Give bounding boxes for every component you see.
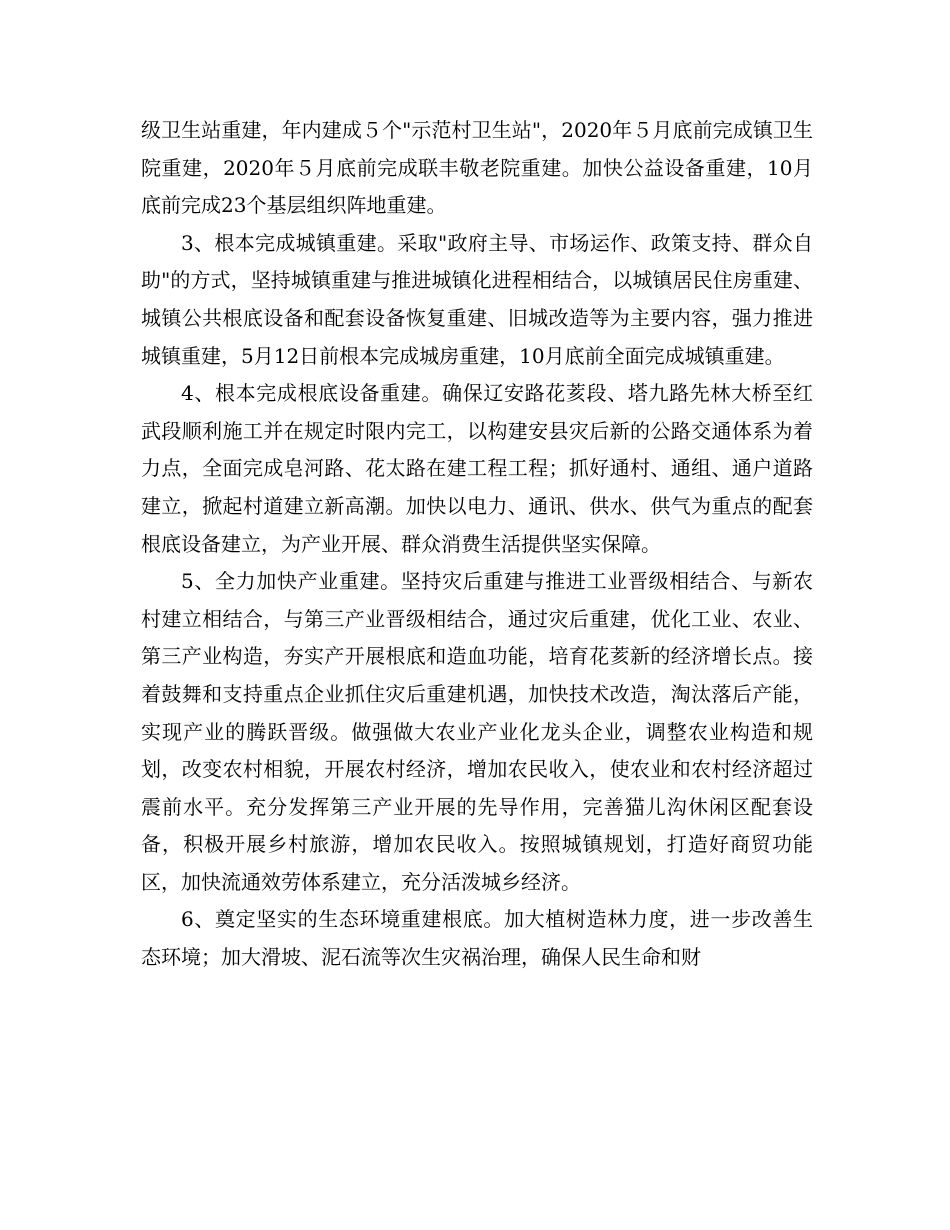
paragraph-infrastructure-reconstruction: 4、根本完成根底设备重建。确保辽安路花荄段、塔九路先林大桥至红武段顺利施工并在规定时限内完工，以构建安县灾后新的公路交通体系为着力点，全面完成皂河路、花太路在建工程工程；抓好通村、通组、通户道路建立，掀起村道建立新高潮。加快以电力、通讯、供水、供气为重点的配套根底设备建立，为产业开展、群众消费生活提供坚实保障。 (141, 381, 813, 556)
paragraph-town-reconstruction: 3、根本完成城镇重建。采取"政府主导、市场运作、政策支持、群众自助"的方式，坚持城镇重建与推进城镇化进程相结合，以城镇居民住房重建、城镇公共根底设备和配套设备恢复重建、旧城改造等为主要内容，强力推进城镇重建，5月12日前根本完成城房重建，10月底前全面完成城镇重建。 (141, 230, 813, 368)
paragraph-continuation: 级卫生站重建，年内建成５个"示范村卫生站"，2020年５月底前完成镇卫生院重建，2020年５月底前完成联丰敬老院重建。加快公益设备重建，10月底前完成23个基层组织阵地重建。 (141, 118, 813, 218)
document-body (141, 112, 813, 977)
paragraph-industry-reconstruction: 5、全力加快产业重建。坚持灾后重建与推进工业晋级相结合、与新农村建立相结合，与第三产业晋级相结合，通过灾后重建，优化工业、农业、第三产业构造，夯实产开展根底和造血功能，培育花荄新的经济增长点。接着鼓舞和支持重点企业抓住灾后重建机遇，加快技术改造，淘汰落后产能，实现产业的腾跃晋级。做强做大农业产业化龙头企业，调整农业构造和规划，改变农村相貌，开展农村经济，增加农民收入，使农业和农村经济超过震前水平。充分发挥第三产业开展的先导作用，完善猫儿沟休闲区配套设备，积极开展乡村旅游，增加农民收入。按照城镇规划，打造好商贸功能区，加快流通效劳体系建立，充分活泼城乡经济。 (141, 569, 813, 894)
paragraph-ecological-reconstruction: 6、奠定坚实的生态环境重建根底。加大植树造林力度，进一步改善生态环境；加大滑坡、泥石流等次生灾祸治理，确保人民生命和财 (141, 907, 813, 970)
